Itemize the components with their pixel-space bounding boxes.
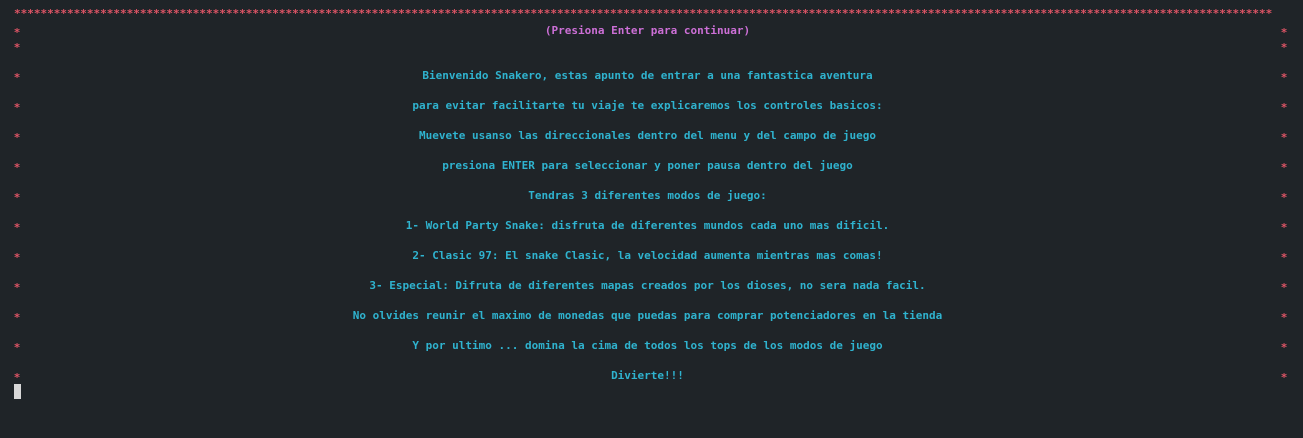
border-star-left: * (13, 131, 21, 144)
border-star-left: * (13, 71, 21, 84)
border-star-right: * (1280, 26, 1288, 39)
continue-prompt: (Presiona Enter para continuar) (544, 24, 751, 37)
border-star-left: * (13, 341, 21, 354)
border-star-right: * (1280, 251, 1288, 264)
border-star-left: * (13, 26, 21, 39)
coins-tip-line: No olvides reunir el maximo de monedas que puedas para comprar potenciadores en la tienda (352, 309, 943, 322)
border-star-right: * (1280, 281, 1288, 294)
border-star-right: * (1280, 131, 1288, 144)
border-star-right: * (1280, 161, 1288, 174)
border-star-right: * (1280, 341, 1288, 354)
mode-2-line: 2- Clasic 97: El snake Clasic, la velocidad aumenta mientras mas comas! (412, 249, 883, 262)
border-star-left: * (13, 161, 21, 174)
border-star-left: * (13, 221, 21, 234)
text-cursor (14, 384, 21, 399)
closing-line: Divierte!!! (611, 369, 684, 382)
mode-1-line: 1- World Party Snake: disfruta de diferentes mundos cada uno mas dificil. (405, 219, 890, 232)
mode-3-line: 3- Especial: Difruta de diferentes mapas creados por los dioses, no sera nada facil. (369, 279, 926, 292)
controls-move-line: Muevete usanso las direccionales dentro del menu y del campo de juego (419, 129, 876, 142)
border-star-left: * (13, 251, 21, 264)
border-star-left: * (13, 281, 21, 294)
border-star-right: * (1280, 101, 1288, 114)
modes-heading: Tendras 3 diferentes modos de juego: (528, 189, 767, 202)
border-star-left: * (13, 41, 21, 54)
border-star-right: * (1280, 311, 1288, 324)
border-star-right: * (1280, 221, 1288, 234)
border-star-right: * (1280, 371, 1288, 384)
border-star-right: * (1280, 191, 1288, 204)
border-star-right: * (1280, 41, 1288, 54)
intro-line: para evitar facilitarte tu viaje te explicaremos los controles basicos: (412, 99, 883, 112)
border-star-right: * (1280, 71, 1288, 84)
welcome-line: Bienvenido Snakero, estas apunto de entrar a una fantastica aventura (422, 69, 873, 82)
border-star-left: * (13, 371, 21, 384)
controls-enter-line: presiona ENTER para seleccionar y poner pausa dentro del juego (442, 159, 853, 172)
border-star-left: * (13, 191, 21, 204)
border-star-left: * (13, 311, 21, 324)
border-star-left: * (13, 101, 21, 114)
top-border: ********************************************************************************************************************************************************************************************** (14, 8, 1273, 20)
tops-tip-line: Y por ultimo ... domina la cima de todos los tops de los modos de juego (412, 339, 883, 352)
